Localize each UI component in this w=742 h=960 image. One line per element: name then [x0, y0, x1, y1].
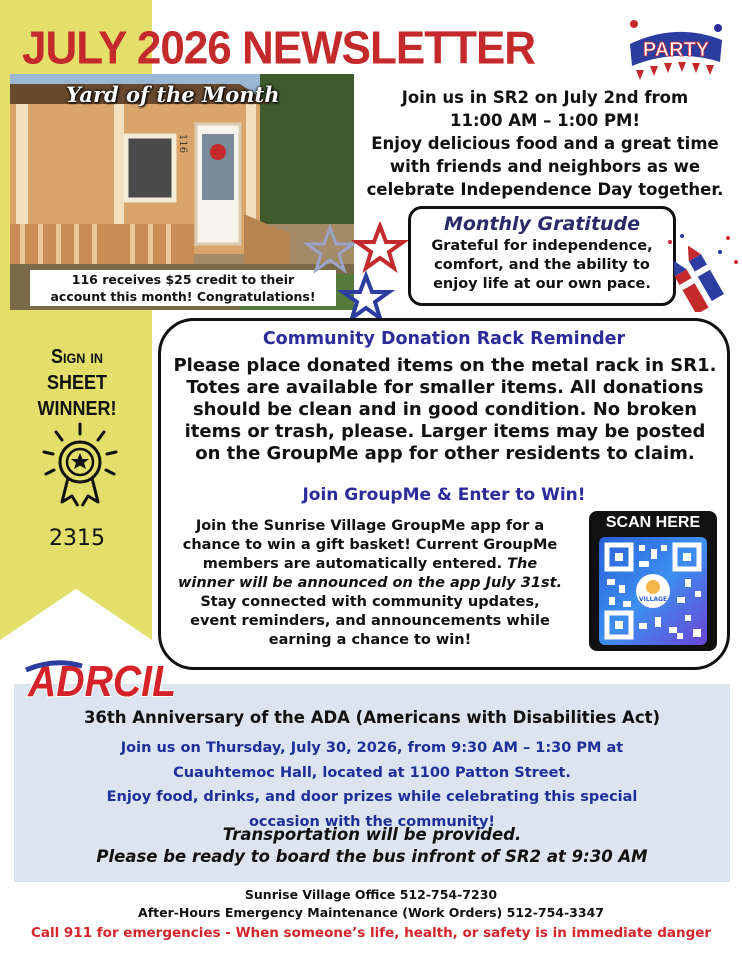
ada-line: occasion with the community!: [248, 813, 496, 830]
invite-line: Join us in SR2 on July 2nd from: [401, 88, 689, 107]
groupme-line: chance to win a gift basket! Current GroupMe: [182, 537, 558, 553]
qr-code-panel[interactable]: [589, 511, 717, 651]
groupme-line: earning a chance to win!: [268, 632, 472, 648]
ada-line: Cuauhtemoc Hall, located at 1100 Patton Street.: [173, 764, 571, 781]
groupme-line-italic: The: [507, 556, 538, 572]
signin-line: SHEET: [46, 372, 108, 394]
house-number: 116: [177, 134, 188, 154]
yard-of-the-month-title: Yard of the Month: [66, 82, 280, 107]
invite-line: with friends and neighbors as we: [389, 157, 701, 176]
donation-line: Please place donated items on the metal rack in SR1.: [173, 355, 717, 376]
firework-rockets-icon: [662, 232, 742, 312]
party-text: PARTY: [642, 39, 710, 61]
qr-center-text: VILLAGE: [638, 596, 668, 603]
donation-line: should be clean and in good condition. No broken: [192, 399, 698, 420]
groupme-line: Stay connected with community updates,: [200, 594, 540, 610]
monthly-gratitude-box: [408, 206, 676, 306]
groupme-line: event reminders, and announcements while: [190, 613, 550, 629]
groupme-line: [165, 555, 575, 574]
donation-line: Totes are available for smaller items. All donations: [186, 377, 704, 398]
sign-in-sheet-heading: [17, 344, 138, 422]
invite-line: Enjoy delicious food and a great time: [371, 134, 719, 153]
gratitude-text: [411, 237, 673, 294]
emergency-notice: Call 911 for emergencies - When someone’s life, health, or safety is in immediate danger: [30, 925, 712, 941]
groupme-text: [165, 517, 575, 650]
adrcil-logo-text: ADRCIL: [27, 657, 176, 704]
newsletter-title: JULY 2026 NEWSLETTER: [22, 22, 536, 75]
transport-line: Transportation will be provided.: [222, 825, 522, 844]
independence-day-invite: [360, 86, 730, 201]
qr-code[interactable]: [599, 537, 707, 645]
stars-icon: [300, 222, 410, 322]
adrcil-logo: [24, 648, 180, 704]
donation-line: items or trash, please. Larger items may be posted: [184, 421, 706, 442]
groupme-line: Join the Sunrise Village GroupMe app for a: [195, 518, 545, 534]
groupme-line: winner will be announced on the app July 31st.: [177, 575, 563, 591]
transport-line: Please be ready to board the bus infront of SR2 at 9:30 AM: [96, 847, 648, 866]
ada-details: [54, 736, 690, 834]
ada-anniversary-section: [14, 684, 730, 882]
party-banner-icon: [626, 14, 726, 86]
transportation-notice: [14, 824, 730, 868]
office-phone: Sunrise Village Office 512-754-7230: [244, 887, 498, 902]
yard-caption: [30, 270, 336, 306]
groupme-title: Join GroupMe & Enter to Win!: [302, 485, 586, 505]
ada-line: Join us on Thursday, July 30, 2026, from 9:30 AM – 1:30 PM at: [120, 740, 624, 756]
caption-line: account this month! Congratulations!: [50, 289, 316, 304]
donation-line: on the GroupMe app for other residents to claim.: [195, 443, 695, 464]
donation-text: [169, 355, 721, 465]
ada-title: 36th Anniversary of the ADA (Americans with Disabilities Act): [83, 708, 661, 727]
gratitude-title: Monthly Gratitude: [443, 213, 641, 235]
ada-line: Enjoy food, drinks, and door prizes while celebrating this special: [106, 789, 638, 805]
gratitude-line: enjoy life at our own pace.: [433, 276, 651, 292]
maintenance-phone: After-Hours Emergency Maintenance (Work Orders) 512-754-3347: [138, 905, 604, 920]
community-donation-box: [158, 318, 730, 670]
invite-line: celebrate Independence Day together.: [366, 180, 724, 199]
donation-title: Community Donation Rack Reminder: [262, 329, 626, 349]
invite-line: 11:00 AM – 1:00 PM!: [449, 111, 641, 130]
winner-number: 2315: [49, 526, 105, 551]
caption-line: 116 receives $25 credit to their: [71, 272, 295, 287]
gratitude-line: Grateful for independence,: [431, 238, 653, 254]
footer: [0, 886, 742, 943]
groupme-line-text: members are automatically entered.: [202, 556, 503, 572]
signin-line: Sign in: [50, 346, 104, 368]
signin-line: WINNER!: [37, 398, 117, 420]
gratitude-line: comfort, and the ability to: [434, 257, 650, 273]
award-badge-icon: [40, 422, 120, 508]
scan-here-label: SCAN HERE: [605, 514, 701, 531]
